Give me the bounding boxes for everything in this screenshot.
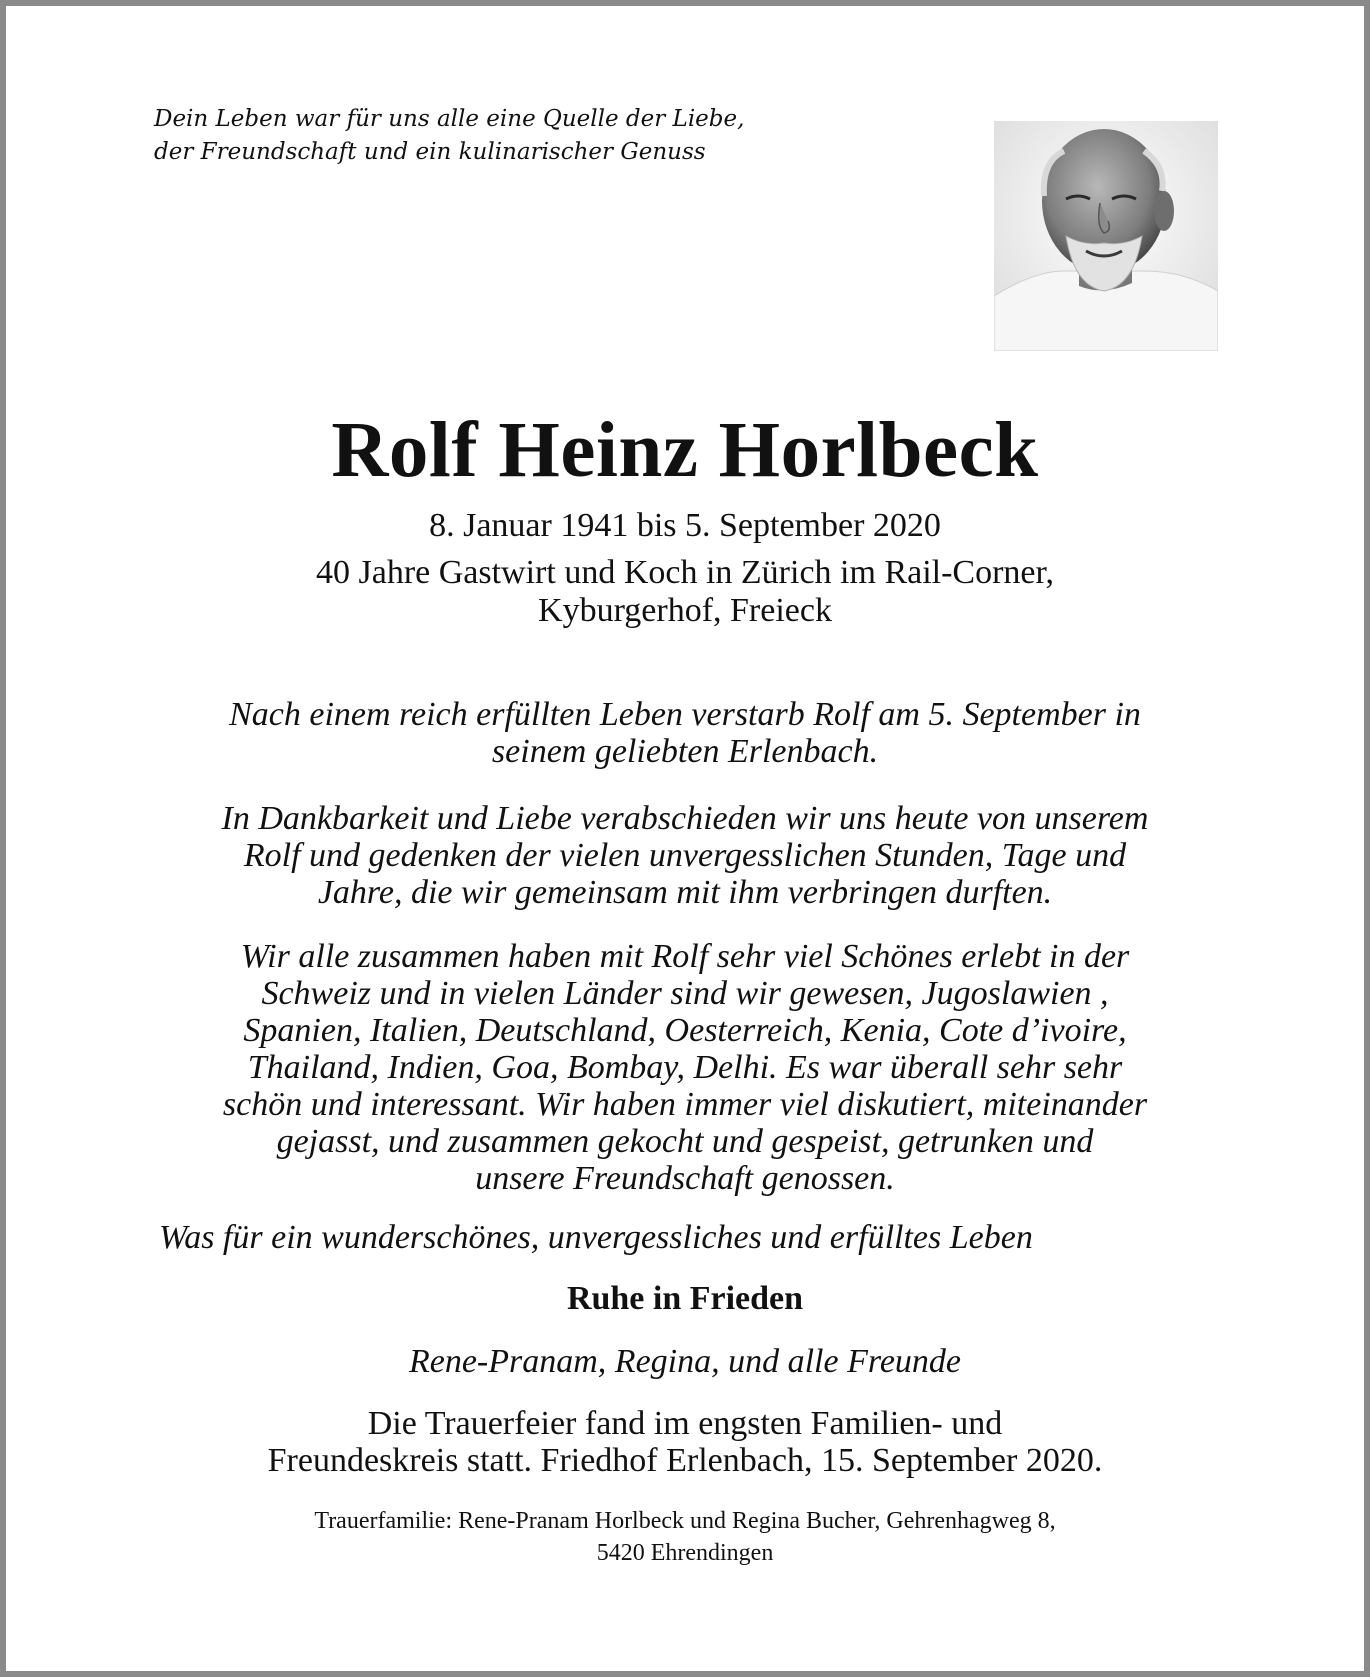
career-line: Kyburgerhof, Freieck: [538, 592, 832, 629]
signatories: Rene-Pranam, Regina, und alle Freunde: [408, 1343, 962, 1380]
text-line: Trauerfamilie: Rene-Pranam Horlbeck und Regina Bucher, Gehrenhagweg 8,: [314, 1508, 1056, 1534]
text-line: 5420 Ehrendingen: [596, 1540, 774, 1566]
paragraph-memories: [146, 938, 1224, 1197]
deceased-name: Rolf Heinz Horlbeck: [331, 407, 1039, 494]
career-line: 40 Jahre Gastwirt und Koch in Zürich im Rail-Corner,: [316, 554, 1054, 591]
career-description: [6, 554, 1364, 630]
text-line: unsere Freundschaft genossen.: [475, 1160, 895, 1197]
text-line: Nach einem reich erfüllten Leben verstarb Rolf am 5. September in: [229, 696, 1141, 733]
motto-line: Dein Leben war für uns alle eine Quelle der Liebe,: [154, 106, 745, 132]
text-line: Die Trauerfeier fand im engsten Familien- und: [367, 1405, 1003, 1442]
text-line: Freundeskreis statt. Friedhof Erlenbach, 15. September 2020.: [267, 1442, 1103, 1479]
text-line: seinem geliebten Erlenbach.: [491, 733, 879, 770]
text-line: Spanien, Italien, Deutschland, Oesterreich, Kenia, Cote d’ivoire,: [243, 1012, 1127, 1049]
text-line: Jahre, die wir gemeinsam mit ihm verbringen durften.: [317, 874, 1053, 911]
paragraph-closing: Was für ein wunderschönes, unvergessliches und erfülltes Leben: [159, 1219, 1033, 1256]
motto-line: der Freundschaft und ein kulinarischer Genuss: [154, 139, 706, 165]
motto-quote: [154, 103, 744, 169]
portrait-photo: [994, 121, 1218, 351]
bereaved-family-address: [6, 1505, 1364, 1569]
rest-in-peace: Ruhe in Frieden: [566, 1280, 804, 1317]
text-line: gejasst, und zusammen gekocht und gespeist, getrunken und: [276, 1123, 1094, 1160]
text-line: Thailand, Indien, Goa, Bombay, Delhi. Es war überall sehr sehr: [247, 1049, 1123, 1086]
paragraph-gratitude: [146, 800, 1224, 911]
text-line: Rolf und gedenken der vielen unvergesslichen Stunden, Tage und: [243, 837, 1127, 874]
portrait-image: [994, 121, 1218, 351]
text-line: In Dankbarkeit und Liebe verabschieden wir uns heute von unserem: [221, 800, 1149, 837]
text-line: Wir alle zusammen haben mit Rolf sehr viel Schönes erlebt in der: [240, 938, 1130, 975]
funeral-service-note: [6, 1405, 1364, 1479]
text-line: Schweiz und in vielen Länder sind wir gewesen, Jugoslawien ,: [261, 975, 1109, 1012]
text-line: schön und interessant. Wir haben immer viel diskutiert, miteinander: [222, 1086, 1148, 1123]
paragraph-passing: [146, 696, 1224, 770]
life-dates: 8. Januar 1941 bis 5. September 2020: [429, 507, 941, 544]
obituary-page: [6, 6, 1364, 1671]
